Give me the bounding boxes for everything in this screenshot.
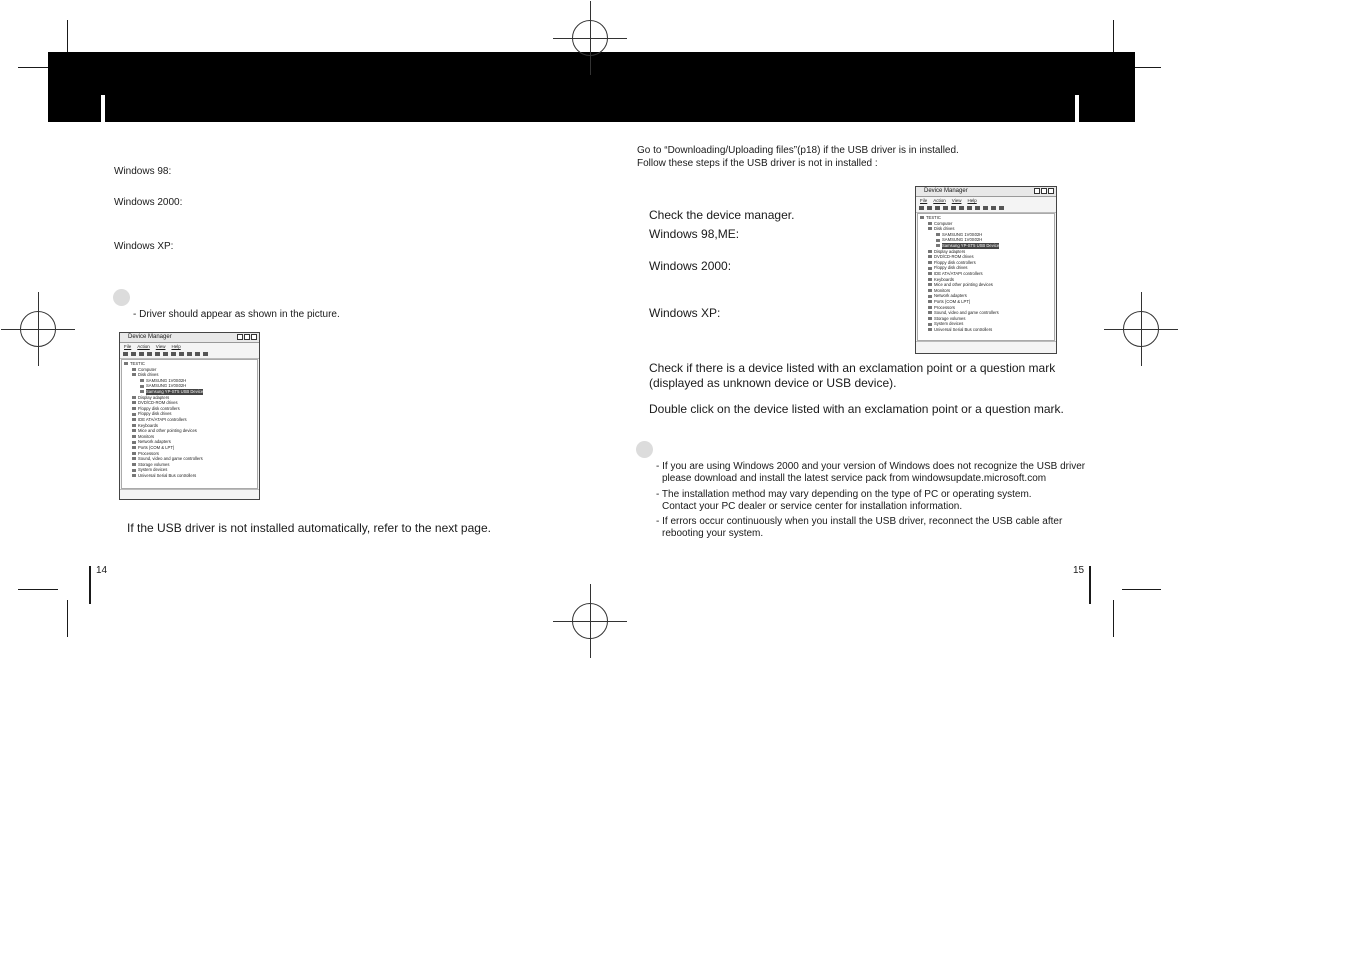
device-icon — [928, 255, 932, 258]
dm-tree-item — [124, 473, 255, 479]
device-icon — [920, 216, 924, 219]
note-line: - If errors occur continuously when you install the USB driver, reconnect the USB cable after — [656, 516, 1063, 527]
registration-mark-bottom — [572, 603, 608, 639]
windows98me-label: Windows 98,ME: — [649, 227, 740, 241]
device-icon — [936, 233, 940, 236]
device-icon — [140, 385, 144, 388]
dm-menu-item: View — [155, 344, 166, 349]
dm-tree-label: Computer — [934, 220, 953, 226]
dm-tree-label: Mice and other pointing devices — [138, 428, 197, 434]
crop-mark — [18, 589, 58, 590]
dm-tree-label: Universal Serial Bus controllers — [934, 326, 993, 332]
dm-tree-label: Storage volumes — [138, 461, 170, 467]
dm-menubar — [120, 343, 259, 350]
device-icon — [132, 463, 136, 466]
driver-note: - Driver should appear as shown in the picture. — [133, 309, 340, 320]
device-icon — [132, 429, 136, 432]
device-icon — [132, 474, 136, 477]
dm-tree-label: Floppy disk controllers — [138, 405, 180, 411]
windowsxp-label-right: Windows XP: — [649, 306, 721, 320]
dm-tree-label: IDE ATA/ATAPI controllers — [934, 270, 983, 276]
device-icon — [928, 227, 932, 230]
dm-tree-label: TESTIC — [130, 361, 145, 366]
device-icon — [132, 407, 136, 410]
note-bullet-circle — [113, 289, 130, 306]
dm-tree-label: Storage volumes — [934, 315, 966, 321]
crop-mark — [1113, 600, 1114, 637]
device-icon — [928, 272, 932, 275]
dm-tree-label: Floppy disk controllers — [934, 259, 976, 265]
device-icon — [132, 418, 136, 421]
dm-tree-label: Disk drives — [138, 372, 159, 378]
note-bullet-circle — [636, 441, 653, 458]
dm-tree-label: Mice and other pointing devices — [934, 282, 993, 288]
crop-mark — [1113, 20, 1114, 52]
dm-tree-label: Network adapters — [934, 293, 967, 299]
device-icon — [928, 289, 932, 292]
dm-titlebar — [916, 187, 1056, 197]
page-number-left: 14 — [96, 565, 108, 576]
dm-device-tree — [121, 359, 258, 489]
dm-tree-label: Monitors — [934, 287, 951, 293]
dm-tree-label: Disk drives — [934, 226, 955, 232]
dm-tree-label: TESTIC — [926, 215, 941, 220]
device-icon — [928, 323, 932, 326]
device-icon — [928, 267, 932, 270]
dm-tree-label: Computer — [138, 366, 157, 372]
intro-line-1: Go to “Downloading/Uploading files”(p18) if the USB driver is in installed. — [637, 145, 959, 156]
header-bar — [48, 52, 1135, 122]
check-exclamation-line-1: Check if there is a device listed with an exclamation point or a question mark — [649, 361, 1056, 375]
device-icon — [140, 379, 144, 382]
device-icon — [928, 317, 932, 320]
device-icon — [928, 311, 932, 314]
double-click-instruction: Double click on the device listed with an exclamation point or a question mark. — [649, 402, 1064, 416]
registration-mark-left — [20, 311, 56, 347]
header-notch-left — [101, 95, 105, 122]
page-number-right: 15 — [1073, 565, 1085, 576]
note-item — [656, 516, 1062, 540]
check-exclamation-line-2: (displayed as unknown device or USB device). — [649, 376, 897, 390]
dm-tree-label: Processors — [138, 450, 159, 456]
dm-title: Device Manager — [924, 188, 968, 194]
device-icon — [928, 278, 932, 281]
dm-tree-label: Samsung YP-ST5 USB Device — [942, 242, 1000, 248]
device-icon — [140, 390, 144, 393]
dm-tree-label: Ports (COM & LPT) — [138, 444, 175, 450]
footer-note-left: If the USB driver is not installed automatically, refer to the next page. — [127, 521, 491, 535]
crop-mark — [67, 20, 68, 52]
dm-menu-item: Help — [171, 344, 181, 349]
dm-tree-label: Display adapters — [138, 394, 170, 400]
dm-menubar — [916, 197, 1056, 204]
crop-mark — [1122, 589, 1161, 590]
device-icon — [132, 457, 136, 460]
dm-tree-label: SAMSUNG 1V0S02H — [146, 377, 187, 383]
device-icon — [132, 446, 136, 449]
dm-toolbar — [120, 350, 259, 359]
crop-mark — [67, 600, 68, 637]
dm-tree-label: Samsung YP-ST5 USB Device — [146, 388, 204, 394]
dm-menu-item: View — [951, 198, 962, 203]
device-icon — [928, 328, 932, 331]
device-icon — [132, 435, 136, 438]
note-line: rebooting your system. — [662, 528, 764, 539]
header-notch-right — [1075, 95, 1079, 122]
dm-tree-label: SAMSUNG 1V0S02H — [942, 237, 983, 243]
dm-tree-label: System devices — [138, 467, 168, 473]
device-icon — [132, 452, 136, 455]
note-item — [656, 489, 1032, 513]
dm-device-tree — [917, 213, 1055, 341]
device-icon — [928, 222, 932, 225]
device-icon — [928, 300, 932, 303]
dm-tree-label: Floppy disk drives — [138, 411, 172, 417]
windows2000-label-right: Windows 2000: — [649, 259, 732, 273]
dm-window-buttons — [237, 334, 257, 340]
registration-mark-right — [1123, 311, 1159, 347]
dm-menu-item: File — [124, 344, 132, 349]
device-icon — [132, 401, 136, 404]
windowsxp-label: Windows XP: — [114, 241, 174, 252]
dm-statusbar — [120, 489, 259, 496]
crop-mark — [1135, 67, 1161, 68]
dm-window-buttons — [1034, 188, 1054, 194]
device-icon — [928, 283, 932, 286]
device-icon — [132, 413, 136, 416]
dm-menu-item: Action — [137, 344, 150, 349]
note-item — [656, 461, 1085, 485]
dm-tree-label: Sound, video and game controllers — [138, 456, 203, 462]
device-icon — [928, 250, 932, 253]
dm-menu-item: Action — [933, 198, 946, 203]
dm-menu-item: Help — [967, 198, 977, 203]
dm-titlebar — [120, 333, 259, 343]
note-line: - If you are using Windows 2000 and your version of Windows does not recognize the USB driver — [656, 461, 1086, 472]
dm-tree-label: SAMSUNG 1V0S02H — [146, 383, 187, 389]
device-manager-screenshot-left — [119, 332, 260, 500]
device-icon — [132, 368, 136, 371]
dm-tree-label: Floppy disk drives — [934, 265, 968, 271]
dm-tree-label: Display adapters — [934, 248, 966, 254]
device-icon — [928, 306, 932, 309]
note-line: - The installation method may vary depending on the type of PC or operating system. — [656, 489, 1032, 500]
device-icon — [928, 295, 932, 298]
device-icon — [132, 441, 136, 444]
dm-tree-label: IDE ATA/ATAPI controllers — [138, 416, 187, 422]
windows2000-label: Windows 2000: — [114, 197, 183, 208]
device-icon — [928, 261, 932, 264]
device-icon — [124, 362, 128, 365]
intro-line-2: Follow these steps if the USB driver is not in installed : — [637, 158, 878, 169]
windows98-label: Windows 98: — [114, 166, 172, 177]
device-icon — [132, 469, 136, 472]
device-icon — [132, 373, 136, 376]
dm-tree-label: DVD/CD-ROM drives — [138, 400, 178, 406]
check-device-manager: Check the device manager. — [649, 208, 795, 222]
page-edge-mark-left — [89, 566, 91, 604]
dm-tree-label: System devices — [934, 321, 964, 327]
dm-menu-item: File — [920, 198, 928, 203]
dm-title: Device Manager — [128, 334, 172, 340]
dm-tree-label: DVD/CD-ROM drives — [934, 254, 974, 260]
device-icon — [132, 396, 136, 399]
dm-toolbar — [916, 204, 1056, 213]
device-icon — [936, 239, 940, 242]
dm-tree-label: SAMSUNG 1V0S02H — [942, 231, 983, 237]
dm-tree-label: Processors — [934, 304, 955, 310]
dm-tree-label: Network adapters — [138, 439, 171, 445]
page-edge-mark-right — [1089, 566, 1091, 604]
dm-tree-label: Universal Serial Bus controllers — [138, 472, 197, 478]
crop-mark — [18, 67, 48, 68]
device-icon — [936, 244, 940, 247]
dm-tree-label: Keyboards — [934, 276, 955, 282]
dm-statusbar — [916, 341, 1056, 348]
note-line: please download and install the latest service pack from windowsupdate.microsoft.com — [662, 473, 1047, 484]
device-icon — [132, 424, 136, 427]
note-line: Contact your PC dealer or service center for installation information. — [662, 501, 963, 512]
dm-tree-label: Sound, video and game controllers — [934, 310, 999, 316]
registration-mark-top — [572, 20, 608, 56]
dm-tree-item — [920, 327, 1052, 333]
dm-tree-label: Ports (COM & LPT) — [934, 298, 971, 304]
dm-tree-label: Keyboards — [138, 422, 159, 428]
device-manager-screenshot-right — [915, 186, 1057, 354]
dm-tree-label: Monitors — [138, 433, 155, 439]
